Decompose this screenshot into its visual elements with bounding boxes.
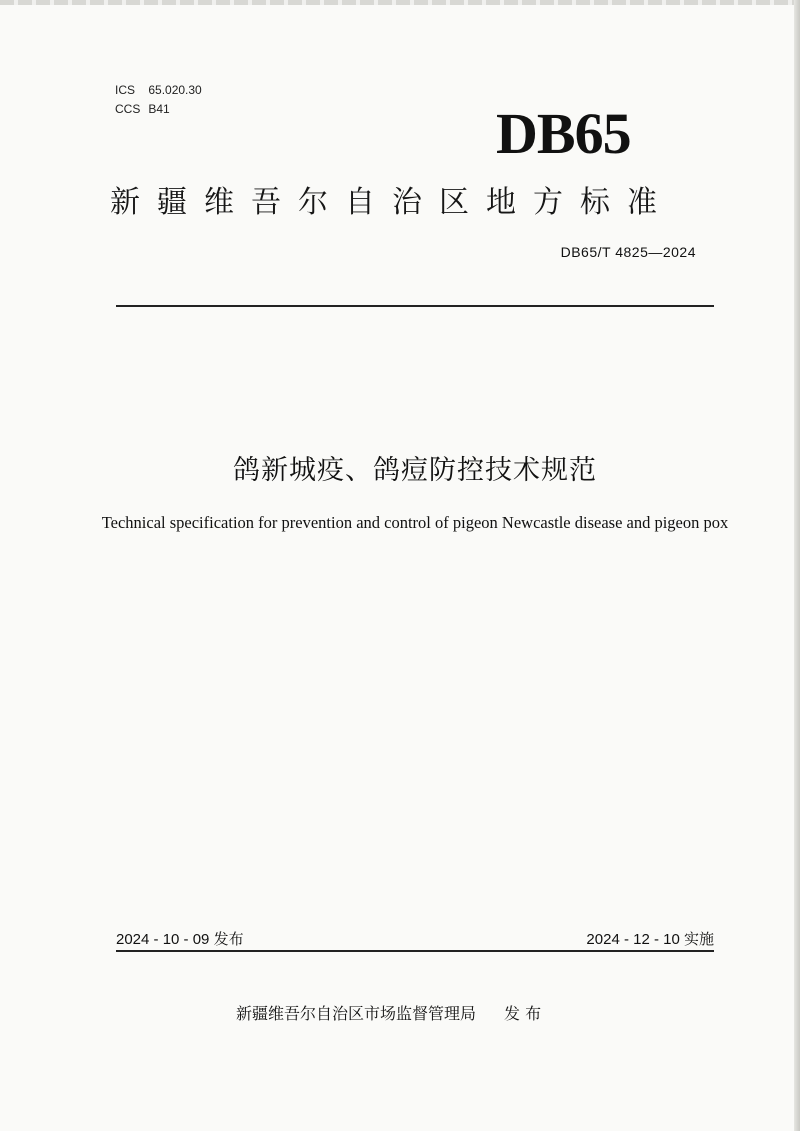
footer-divider bbox=[116, 950, 714, 952]
standard-number: DB65/T 4825—2024 bbox=[560, 244, 696, 260]
scan-right-edge bbox=[794, 0, 800, 1131]
ccs-line bbox=[115, 100, 202, 119]
db65-logo: DB65 bbox=[496, 101, 631, 166]
title-chinese: 鸽新城疫、鸽痘防控技术规范 bbox=[233, 455, 597, 486]
ics-label: ICS bbox=[115, 83, 136, 97]
issuer-line bbox=[236, 1001, 541, 1024]
issuer-action: 发 布 bbox=[504, 1004, 542, 1023]
ccs-code: B41 bbox=[148, 102, 170, 116]
ics-code: 65.020.30 bbox=[148, 83, 202, 97]
implement-date: 2024 - 12 - 10 实施 bbox=[586, 931, 714, 948]
ccs-label: CCS bbox=[115, 102, 141, 116]
issuer-name: 新疆维吾尔自治区市场监督管理局 bbox=[236, 1004, 477, 1023]
issue-date: 2024 - 10 - 09 发布 bbox=[116, 931, 244, 948]
title-english: Technical specification for prevention and control of pigeon Newcastle disease and pigeon pox bbox=[101, 513, 729, 532]
ics-line bbox=[115, 81, 202, 100]
standard-type-heading: 新疆维吾尔自治区地方标准 bbox=[110, 185, 674, 220]
header-divider bbox=[116, 305, 714, 307]
classification-block bbox=[115, 81, 202, 119]
scan-top-edge bbox=[0, 0, 800, 5]
